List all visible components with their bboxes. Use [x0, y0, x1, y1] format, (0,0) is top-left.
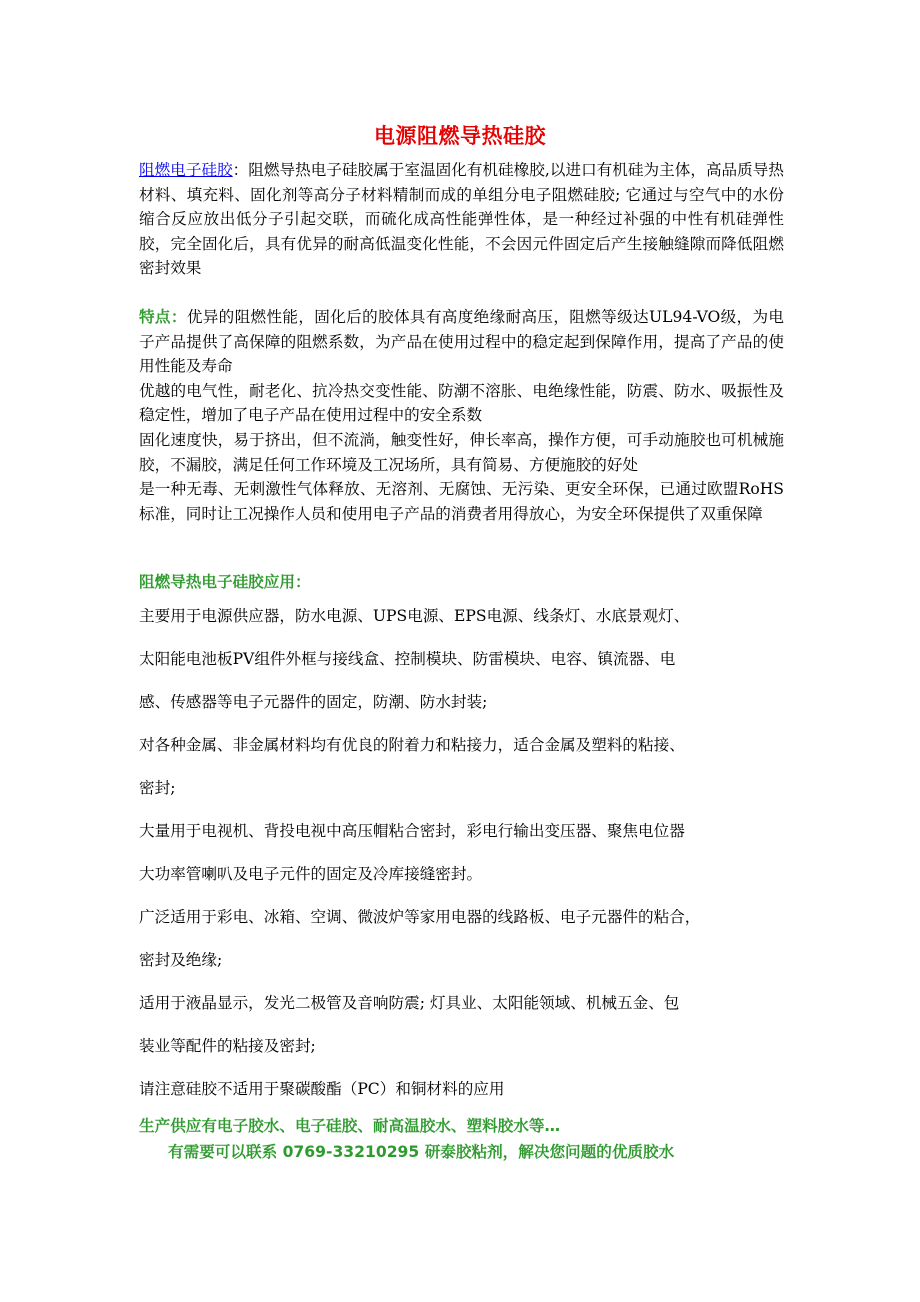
- application-line: 装业等配件的粘接及密封;: [139, 1037, 316, 1055]
- application-line: 感、传感器等电子元器件的固定，防潮、防水封装;: [139, 693, 488, 711]
- footer-contact-line: 有需要可以联系 0769-33210295 研泰胶粘剂，解决您问题的优质胶水: [168, 1143, 675, 1161]
- application-line: 密封及绝缘;: [139, 951, 223, 969]
- intro-link[interactable]: 阻燃电子硅胶: [139, 161, 233, 179]
- footer-products-line: 生产供应有电子胶水、电子硅胶、耐高温胶水、塑料胶水等…: [139, 1117, 561, 1135]
- features-label: 特点：: [139, 308, 187, 326]
- application-line: 广泛适用于彩电、冰箱、空调、微波炉等家用电器的线路板、电子元器件的粘合，: [139, 908, 701, 926]
- feature-paragraph: [139, 305, 784, 379]
- application-line: 太阳能电池板PV组件外框与接线盒、控制模块、防雷模块、电容、镇流器、电: [139, 650, 676, 668]
- feature-paragraph: 固化速度快，易于挤出，但不流淌，触变性好，伸长率高，操作方便，可手动施胶也可机械施胶，不漏胶，满足任何工作环境及工况场所，具有简易、方便施胶的好处: [139, 430, 784, 474]
- application-line: 对各种金属、非金属材料均有优良的附着力和粘接力，适合金属及塑料的粘接、: [139, 736, 685, 754]
- application-line: 密封;: [139, 779, 176, 797]
- application-line: 请注意硅胶不适用于聚碳酸酯（PC）和铜材料的应用: [139, 1080, 505, 1098]
- page-title: 电源阻燃导热硅胶: [374, 124, 546, 148]
- feature-text: 优异的阻燃性能，固化后的胶体具有高度绝缘耐高压，阻燃等级达UL94-VO级，为电子产品提供了高保障的阻燃系数，为产品在使用过程中的稳定起到保障作用，提高了产品的使用性能及寿命: [139, 308, 784, 376]
- intro-paragraph: [139, 158, 784, 281]
- feature-paragraph: 是一种无毒、无刺激性气体释放、无溶剂、无腐蚀、无污染、更安全环保，已通过欧盟RoHS标准，同时让工况操作人员和使用电子产品的消费者用得放心，为安全环保提供了双重保障: [139, 480, 784, 523]
- feature-paragraph: 优越的电气性，耐老化、抗冷热交变性能、防潮不溶胀、电绝缘性能，防震、防水、吸振性及稳定性，增加了电子产品在使用过程中的安全系数: [139, 381, 784, 425]
- features-section: [139, 305, 784, 526]
- application-line: 大量用于电视机、背投电视中高压帽粘合密封，彩电行输出变压器、聚焦电位器: [139, 822, 685, 840]
- application-line: 适用于液晶显示，发光二极管及音响防震; 灯具业、太阳能领域、机械五金、包: [139, 994, 680, 1012]
- applications-heading: 阻燃导热电子硅胶应用：: [139, 573, 311, 591]
- application-line: 大功率管喇叭及电子元件的固定及冷库接缝密封。: [139, 865, 483, 883]
- intro-text: ：阻燃导热电子硅胶属于室温固化有机硅橡胶,以进口有机硅为主体，高品质导热材料、填充料、固化剂等高分子材料精制而成的单组分电子阻燃硅胶; 它通过与空气中的水份缩合反应放出低分子引起交联，而硫化成高性能弹性体，是一种经过补强的中性有机硅弹性胶，完全固化后，具有优异的耐高低温变化性能，不会因元件固定后产生接触缝隙而降低阻燃密封效果: [139, 161, 784, 278]
- applications-list: [139, 602, 789, 1118]
- application-line: 主要用于电源供应器，防水电源、UPS电源、EPS电源、线条灯、水底景观灯、: [139, 607, 690, 625]
